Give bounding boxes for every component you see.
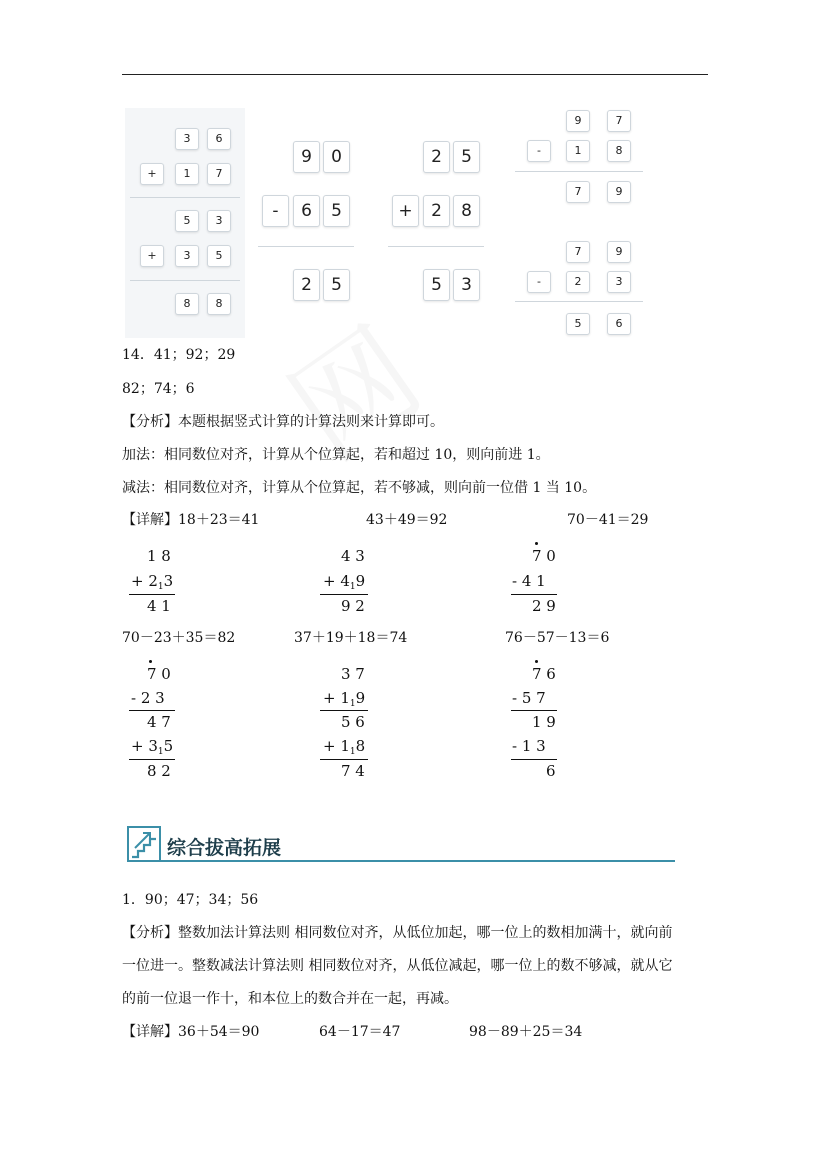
q14-answer-line1: 14．41；92；29: [122, 347, 236, 363]
detail-eq2: 43＋49＝92: [366, 512, 448, 528]
digit-box: 2: [566, 271, 590, 293]
operator-box: -: [527, 140, 551, 162]
digit-box: 6: [293, 195, 320, 227]
q1-analysis-l3: 的前一位退一作十，和本位上的数合并在一起，再减。: [122, 991, 458, 1007]
digit-box: 5: [207, 245, 231, 267]
digit-box: 5: [423, 269, 450, 301]
digit-box: 5: [323, 269, 350, 301]
digit-box: 5: [323, 195, 350, 227]
operator-box: +: [140, 245, 164, 267]
q1-detail-eq2: 64－17＝47: [319, 1024, 401, 1040]
section-title: 综合拔高拓展: [167, 837, 282, 859]
digit-box: 8: [207, 293, 231, 315]
digit-box: 3: [453, 269, 480, 301]
analysis-text: 【分析】本题根据竖式计算的计算法则来计算即可。: [122, 414, 444, 430]
digit-box: 9: [566, 110, 590, 132]
digit-box: 8: [175, 293, 199, 315]
q1-detail-eq1: 【详解】36＋54＝90: [122, 1024, 260, 1040]
operator-box: -: [527, 271, 551, 293]
operator-box: -: [262, 195, 289, 227]
digit-box: 2: [293, 269, 320, 301]
digit-box: 6: [607, 313, 631, 335]
digit-box: 8: [453, 195, 480, 227]
digit-box: 7: [607, 110, 631, 132]
digit-box: 9: [607, 241, 631, 263]
q1-analysis-l2: 一位进一。整数减法计算法则 相同数位对齐，从低位减起，哪一位上的数不够减，就从它: [122, 958, 673, 974]
q14-answer-line2: 82；74；6: [122, 381, 195, 397]
digit-box: 9: [607, 181, 631, 203]
q1-answer: 1．90；47；34；56: [122, 892, 259, 908]
operator-box: +: [140, 163, 164, 185]
banner-underline: [161, 860, 675, 862]
digit-box: 5: [566, 313, 590, 335]
digit-box: 7: [207, 163, 231, 185]
digit-box: 3: [175, 245, 199, 267]
digit-box: 9: [293, 141, 320, 173]
digit-box: 1: [566, 140, 590, 162]
digit-box: 2: [423, 195, 450, 227]
analysis-addition: 加法：相同数位对齐，计算从个位算起，若和超过 10，则向前进 1。: [122, 447, 550, 463]
stairs-icon: [127, 826, 161, 862]
digit-box: 3: [607, 271, 631, 293]
analysis-subtraction: 减法：相同数位对齐，计算从个位算起，若不够减，则向前一位借 1 当 10。: [122, 480, 597, 496]
digit-box: 7: [566, 181, 590, 203]
detail-eq6: 76－57－13＝6: [505, 630, 610, 646]
digit-box: 6: [207, 128, 231, 150]
digit-box: 3: [175, 128, 199, 150]
operator-box: +: [392, 195, 419, 227]
digit-box: 0: [323, 141, 350, 173]
detail-eq3: 70－41＝29: [567, 512, 649, 528]
header-rule: [122, 74, 708, 75]
digit-box: 2: [423, 141, 450, 173]
q1-detail-eq3: 98－89＋25＝34: [469, 1024, 583, 1040]
detail-eq4: 70－23＋35＝82: [122, 630, 236, 646]
detail-eq1: 【详解】18＋23＝41: [122, 512, 260, 528]
digit-box: 1: [175, 163, 199, 185]
detail-eq5: 37＋19＋18＝74: [294, 630, 408, 646]
digit-box: 8: [607, 140, 631, 162]
q1-analysis-l1: 【分析】整数加法计算法则 相同数位对齐，从低位加起，哪一位上的数相加满十，就向前: [122, 925, 673, 941]
digit-box: 5: [453, 141, 480, 173]
digit-box: 5: [175, 210, 199, 232]
digit-box: 3: [207, 210, 231, 232]
digit-box: 7: [566, 241, 590, 263]
